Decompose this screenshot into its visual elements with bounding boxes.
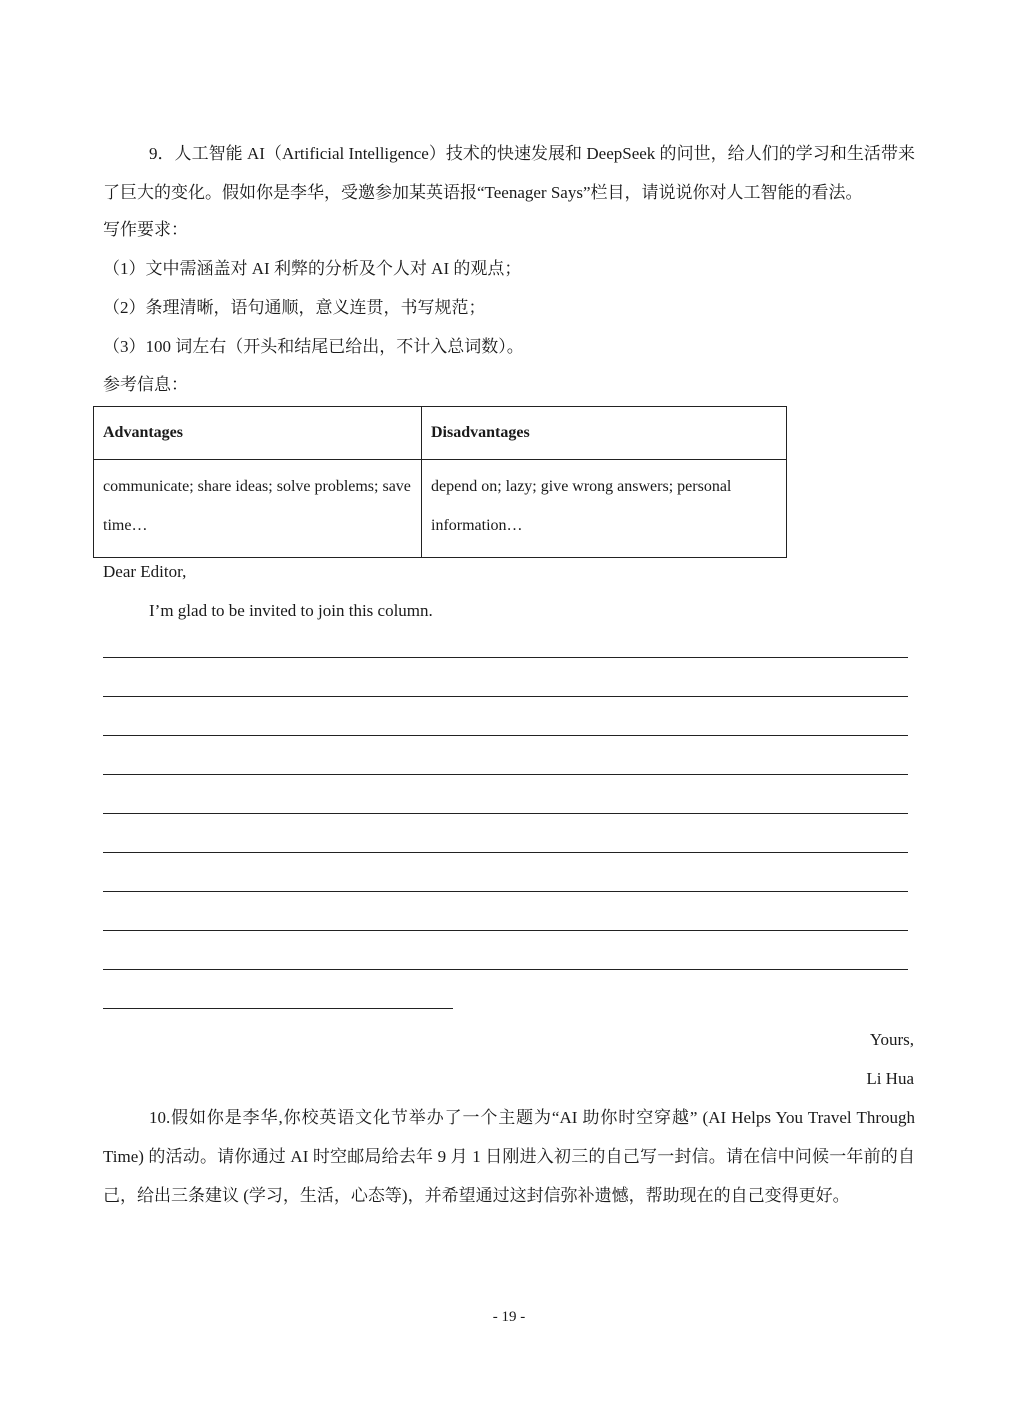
disadvantages-header: Disadvantages bbox=[422, 407, 787, 460]
writing-line bbox=[103, 657, 908, 658]
question-9-prompt: 9．人工智能 AI（Artificial Intelligence）技术的快速发展和 DeepSeek 的问世，给人们的学习和生活带来了巨大的变化。假如你是李华，受邀参加某英语报“Teenager Says”栏目，请说说你对人工智能的看法。 bbox=[103, 144, 915, 202]
disadvantages-cell: depend on; lazy; give wrong answers; personal information… bbox=[422, 460, 787, 558]
question-10-prompt: 10.假如你是李华,你校英语文化节举办了一个主题为“AI 助你时空穿越” (AI Helps You Travel Through Time) 的活动。请你通过 AI 时空邮局给去年 9 月 1 日刚进入初三的自己写一封信。请在信中问候一年前的自己，给出三条建议 (学习，生活，心态等)，并希望通过这封信弥补遗憾，帮助现在的自己变得更好。 bbox=[103, 1108, 915, 1205]
writing-line bbox=[103, 891, 908, 892]
advantages-cell: communicate; share ideas; solve problems; save time… bbox=[94, 460, 422, 558]
writing-line bbox=[103, 813, 908, 814]
writing-line-short bbox=[103, 1008, 453, 1009]
letter-closing: Yours, bbox=[869, 1030, 914, 1049]
advantages-header: Advantages bbox=[94, 407, 422, 460]
writing-line bbox=[103, 930, 908, 931]
requirements-label: 写作要求： bbox=[103, 220, 188, 239]
page-number: - 19 - bbox=[492, 1309, 526, 1325]
table-header-row bbox=[94, 407, 787, 460]
writing-line bbox=[103, 774, 908, 775]
reference-table bbox=[93, 406, 787, 558]
writing-line bbox=[103, 852, 908, 853]
writing-line bbox=[103, 735, 908, 736]
table-row bbox=[94, 460, 787, 558]
reference-label: 参考信息： bbox=[103, 375, 188, 394]
writing-line bbox=[103, 696, 908, 697]
letter-greeting: Dear Editor, bbox=[103, 562, 187, 581]
requirement-3: （3）100 词左右（开头和结尾已给出，不计入总词数）。 bbox=[103, 337, 524, 356]
letter-opening: I’m glad to be invited to join this column. bbox=[149, 601, 433, 620]
letter-signature: Li Hua bbox=[866, 1069, 914, 1088]
requirement-1: （1）文中需涵盖对 AI 利弊的分析及个人对 AI 的观点； bbox=[103, 259, 522, 278]
writing-line bbox=[103, 969, 908, 970]
requirement-2: （2）条理清晰，语句通顺，意义连贯，书写规范； bbox=[103, 298, 486, 317]
